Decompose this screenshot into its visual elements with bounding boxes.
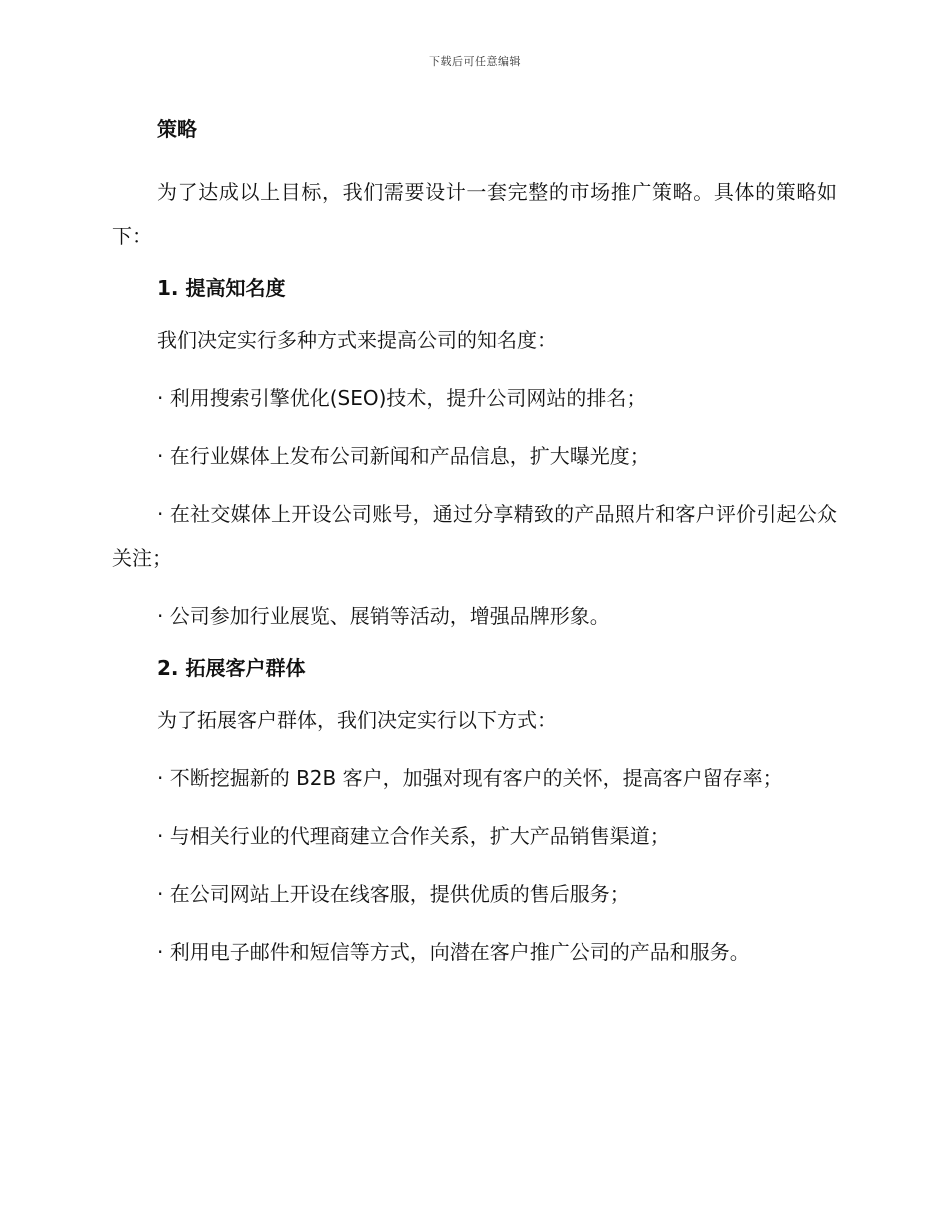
section-intro: 为了达成以上目标，我们需要设计一套完整的市场推广策略。具体的策略如下：	[112, 180, 837, 248]
page-header: 下载后可任意编辑	[429, 55, 521, 68]
list-item: · 利用电子邮件和短信等方式，向潜在客户推广公司的产品和服务。	[157, 940, 750, 964]
part1-title: 1. 提高知名度	[157, 276, 286, 300]
list-item: · 在社交媒体上开设公司账号，通过分享精致的产品照片和客户评价引起公众关注；	[112, 502, 837, 570]
part2-intro: 为了拓展客户群体，我们决定实行以下方式：	[157, 708, 557, 732]
list-item: · 与相关行业的代理商建立合作关系，扩大产品销售渠道；	[157, 824, 670, 848]
list-item: · 利用搜索引擎优化(SEO)技术，提升公司网站的排名；	[157, 386, 647, 410]
list-item: · 公司参加行业展览、展销等活动，增强品牌形象。	[157, 604, 610, 628]
list-item: · 不断挖掘新的 B2B 客户，加强对现有客户的关怀，提高客户留存率；	[157, 766, 783, 790]
list-item: · 在公司网站上开设在线客服，提供优质的售后服务；	[157, 882, 630, 906]
part2-title: 2. 拓展客户群体	[157, 656, 306, 680]
list-item: · 在行业媒体上发布公司新闻和产品信息，扩大曝光度；	[157, 444, 650, 468]
section-title: 策略	[157, 117, 197, 141]
part1-intro: 我们决定实行多种方式来提高公司的知名度：	[157, 328, 557, 352]
document-body	[112, 113, 837, 974]
